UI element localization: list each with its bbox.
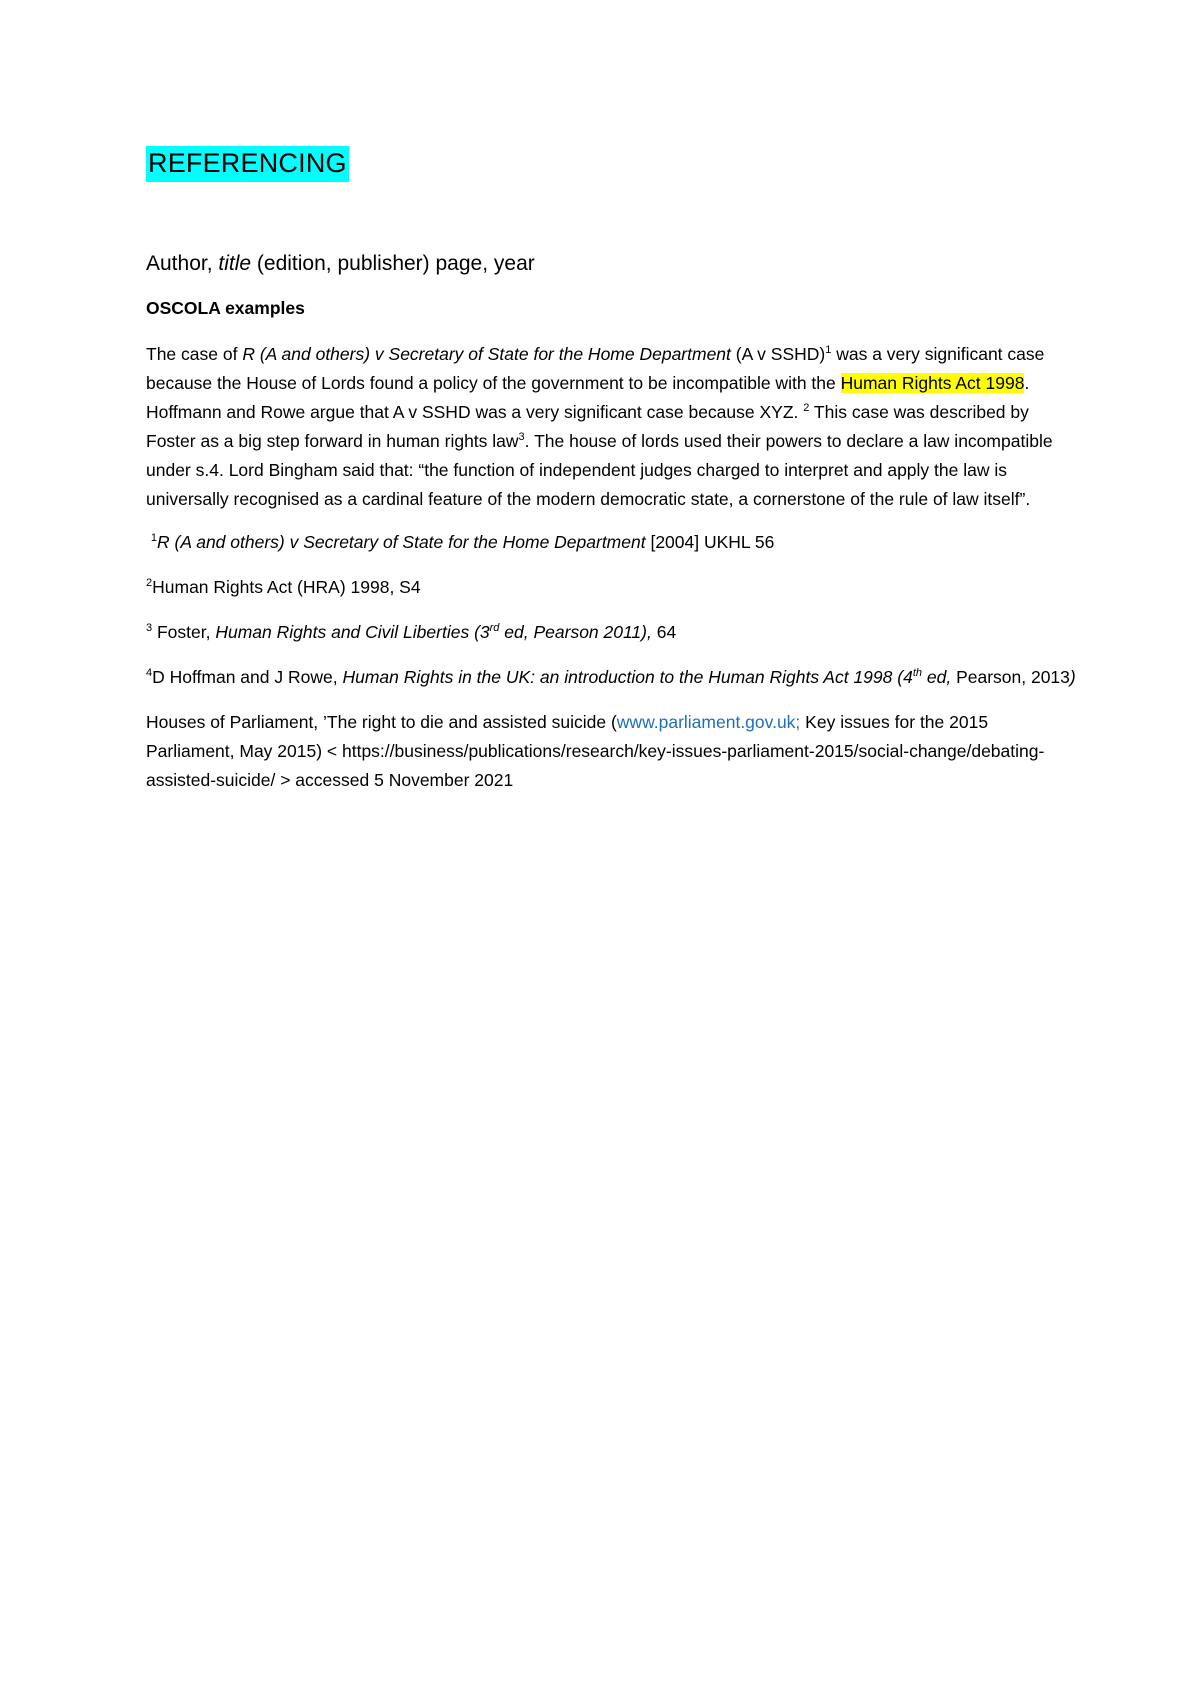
format-author: Author, (146, 252, 219, 275)
paragraph-text: . The house of lords used their powers to declare a law incompatible under s.4. Lord Bingham said that: “the function of independent judges charged to interpret and apply the law is universally recognised as a cardinal feature of the modern democratic state, a cornerstone of the rule of law itself”. (146, 431, 1053, 509)
web-reference-text: Houses of Parliament, ’The right to die and assisted suicide ( (146, 712, 617, 732)
footnote-number: 1 (150, 532, 157, 545)
parliament-link[interactable]: www.parliament.gov.uk; (616, 712, 801, 732)
paragraph-text: . Hoffmann and Rowe argue that A v SSHD was a very significant case because XYZ. (146, 373, 1030, 422)
footnote-italic: ) (1069, 667, 1076, 687)
footnote-ordinal: th (912, 667, 922, 680)
example-paragraph (146, 340, 1076, 514)
format-title: title (218, 252, 252, 275)
footnote-text: 64 (651, 622, 677, 642)
footnote-italic: Human Rights in the UK: an introduction to the Human Rights Act 1998 (4 (342, 667, 913, 687)
footnote-text: D Hoffman and J Rowe, (152, 667, 343, 687)
footnote-text: Pearson, 2013 (951, 667, 1070, 687)
document-content (146, 146, 1076, 811)
web-reference (146, 708, 1076, 795)
footnote-ordinal: rd (489, 622, 500, 635)
subheading: OSCOLA examples (146, 298, 305, 318)
footnote-3 (146, 618, 1076, 647)
web-reference-text: Key issues for the 2015 Parliament, May 2015) < https://business/publications/research/key-issues-parliament-2015/social-change/debating-assisted-suicide/ > accessed 5 November 2021 (146, 712, 1045, 790)
paragraph-text: This case was described by Foster as a big step forward in human rights law (146, 402, 1029, 451)
footnote-2 (146, 573, 1076, 602)
footnote-text: Human Rights Act (HRA) 1998, S4 (152, 577, 421, 597)
case-name: R (A and others) v Secretary of State for the Home Department (242, 344, 731, 364)
footnote-marker: 3 (518, 431, 525, 444)
footnote-text: Foster, (152, 622, 216, 642)
footnote-number: 2 (146, 577, 153, 590)
format-rest: (edition, publisher) page, year (251, 252, 535, 275)
highlighted-text: Human Rights Act 1998 (840, 373, 1025, 393)
footnote-number: 3 (146, 622, 153, 635)
paragraph-text: The case of (146, 344, 243, 364)
footnote-italic: Human Rights and Civil Liberties (3 (215, 622, 490, 642)
paragraph-text: was a very significant case because the House of Lords found a policy of the government to be incompatible with the (146, 344, 1045, 393)
footnote-text: [2004] UKHL 56 (645, 532, 775, 552)
footnote-4 (146, 663, 1076, 692)
paragraph-text: (A v SSHD) (730, 344, 826, 364)
footnote-number: 4 (146, 667, 153, 680)
footnote-italic: ed, Pearson 2011), (499, 622, 652, 642)
footnote-italic: ed, (922, 667, 952, 687)
footnote-italic: R (A and others) v Secretary of State for the Home Department (157, 532, 646, 552)
footnote-1 (146, 528, 1076, 557)
footnote-marker: 2 (803, 402, 810, 415)
reference-format-line (146, 252, 1076, 276)
footnote-marker: 1 (825, 344, 832, 357)
page-title: REFERENCING (146, 146, 349, 182)
